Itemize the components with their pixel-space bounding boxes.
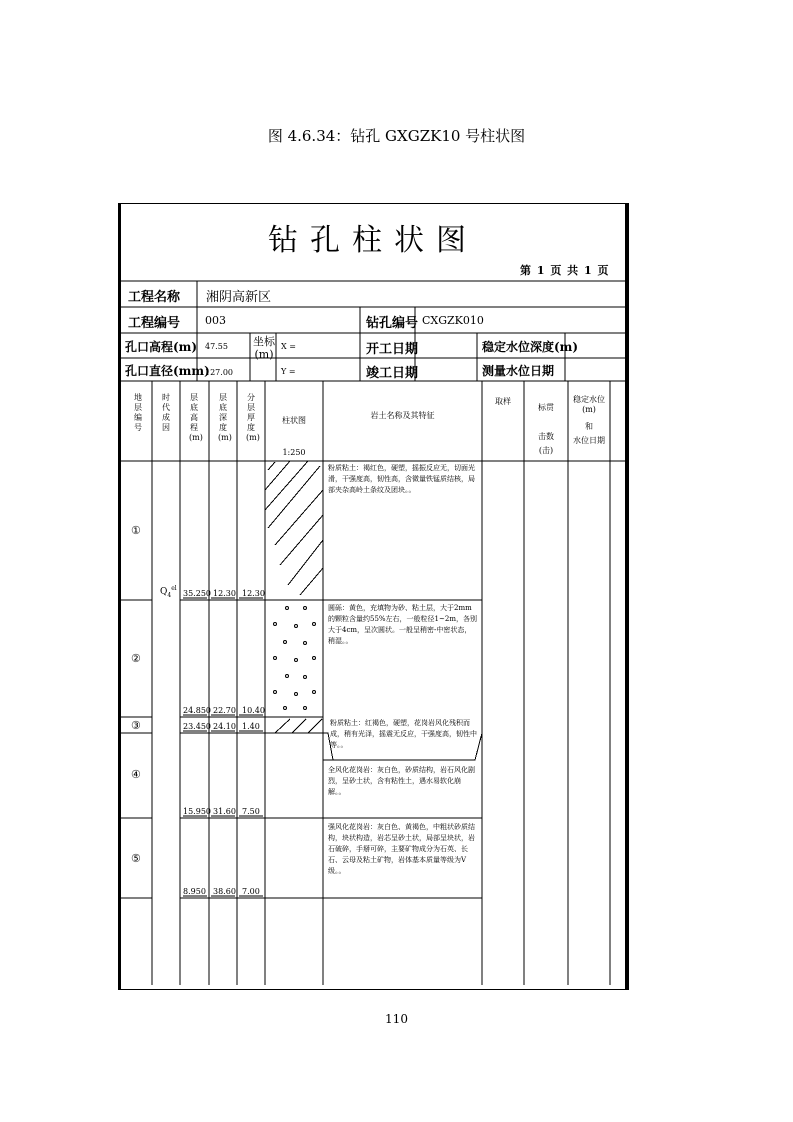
header-water-c: 和 (585, 422, 593, 431)
diameter-value: 127.00 (205, 368, 233, 377)
project-no-value: 003 (205, 314, 226, 327)
layer-bottom-elev: 35.250 (183, 589, 211, 598)
project-name-value: 湘阴高新区 (206, 290, 272, 305)
project-name-label: 工程名称 (128, 290, 181, 305)
header-description: 岩土名称及其特征 (370, 411, 435, 420)
layer-thickness: 7.00 (242, 887, 260, 896)
layer-no: ④ (131, 768, 141, 781)
coord-label: 坐标(m) (253, 335, 275, 361)
layer-description: 圆砾：黄色，充填物为砂、粘土层，大于2mm的颗粒含量约55%左右，一般粒径1~2m，各别大于4cm，呈次圆状。一般呈稍密-中密状态，稍湿。。 (328, 604, 477, 645)
measure-water-label: 测量水位日期 (482, 364, 555, 378)
layer-bottom-elev: 8.950 (183, 887, 206, 896)
header-water-d: 水位日期 (573, 436, 605, 445)
hole-no-value: CXGZK010 (422, 314, 484, 327)
layer-bottom-elev: 24.850 (183, 706, 211, 715)
hole-no-label: 钻孔编号 (366, 316, 419, 331)
header-blows-b: 击数 (538, 432, 554, 441)
header-era: 时代成因 (162, 393, 170, 432)
clay-hatch-pattern (265, 461, 323, 595)
elevation-label: 孔口高程(m) (125, 340, 198, 354)
era-code-sub: 4 (167, 591, 172, 599)
layer-description: 粉质粘土：红褐色，硬塑，花岗岩风化残积而成，稍有光泽，摇震无反应，干强度高，韧性中等。。 (330, 719, 477, 749)
layer-description: 强风化花岗岩：灰白色、黄褐色，中粗状砂质结构，块状构造，岩芯呈砂土状，局部呈块状，岩石破碎，手掰可碎，主要矿物成分为石英、长石、云母及粘土矿物，岩体基本质量等级为V级。。 (328, 823, 475, 875)
header-water-a: 稳定水位 (573, 395, 605, 404)
layer-bottom-depth: 24.10 (213, 722, 236, 731)
layer-bottom-elev: 15.950 (183, 807, 211, 816)
era-code-main: Q (160, 587, 168, 597)
header-sample: 取样 (495, 397, 511, 406)
y-label: Y = (281, 367, 296, 376)
header-bottom-elev: 层底高程(m) (189, 393, 203, 442)
era-code (160, 585, 177, 599)
layer-no: ⑤ (131, 852, 141, 865)
end-date-label: 竣工日期 (366, 366, 419, 381)
header-bottom-depth: 层底深度(m) (218, 393, 232, 442)
diameter-label: 孔口直径(mm) (125, 364, 210, 378)
layer-bottom-depth: 12.30 (213, 589, 236, 598)
layer-thickness: 10.40 (242, 706, 265, 715)
layer-description: 全风化花岗岩：灰白色，砂质结构，岩石风化剧烈，呈砂土状，含有粘性土，遇水易软化崩解。。 (328, 766, 475, 796)
layer-bottom-elev: 23.450 (183, 722, 211, 731)
header-blows-c: (击) (538, 446, 554, 455)
header-thickness: 分层厚度(m) (246, 393, 260, 442)
layer-bottom-depth: 31.60 (213, 807, 236, 816)
gravel-dot-pattern (274, 607, 316, 710)
sheet-page-info: 第 1 页 共 1 页 (520, 264, 610, 277)
sheet-title: 钻孔柱状图 (268, 223, 478, 258)
elevation-value: 47.55 (205, 342, 228, 351)
era-code-sup: el (171, 585, 177, 592)
layer-no: ② (131, 652, 141, 665)
header-column: 柱状图 (282, 416, 306, 425)
layer-bottom-depth: 38.60 (213, 887, 236, 896)
stable-water-label: 稳定水位深度(m) (482, 340, 579, 354)
layer-thickness: 1.40 (242, 722, 260, 731)
layer-thickness: 7.50 (242, 807, 260, 816)
layer-thickness: 12.30 (242, 589, 265, 598)
header-water-b: (m) (582, 405, 596, 414)
layer-no: ① (131, 524, 141, 537)
header-scale: 1:250 (282, 448, 306, 457)
page-number: 110 (385, 1012, 408, 1026)
layer-bottom-depth: 22.70 (213, 706, 236, 715)
layer-description: 粉质粘土：褐红色，硬塑，摇振反应无，切面光滑，干强度高，韧性高，含微量铁锰质结核，局部夹杂高岭土条纹及团块。。 (328, 464, 475, 494)
header-layer-no: 地层编号 (134, 393, 142, 432)
header-blows-a: 标贯 (538, 403, 554, 412)
layer-no: ③ (131, 719, 141, 732)
x-label: X = (281, 342, 296, 351)
project-no-label: 工程编号 (128, 316, 181, 331)
start-date-label: 开工日期 (366, 342, 419, 357)
figure-caption: 图 4.6.34：钻孔 GXGZK10 号柱状图 (267, 127, 526, 145)
clay-hatch-pattern-2 (275, 719, 322, 733)
